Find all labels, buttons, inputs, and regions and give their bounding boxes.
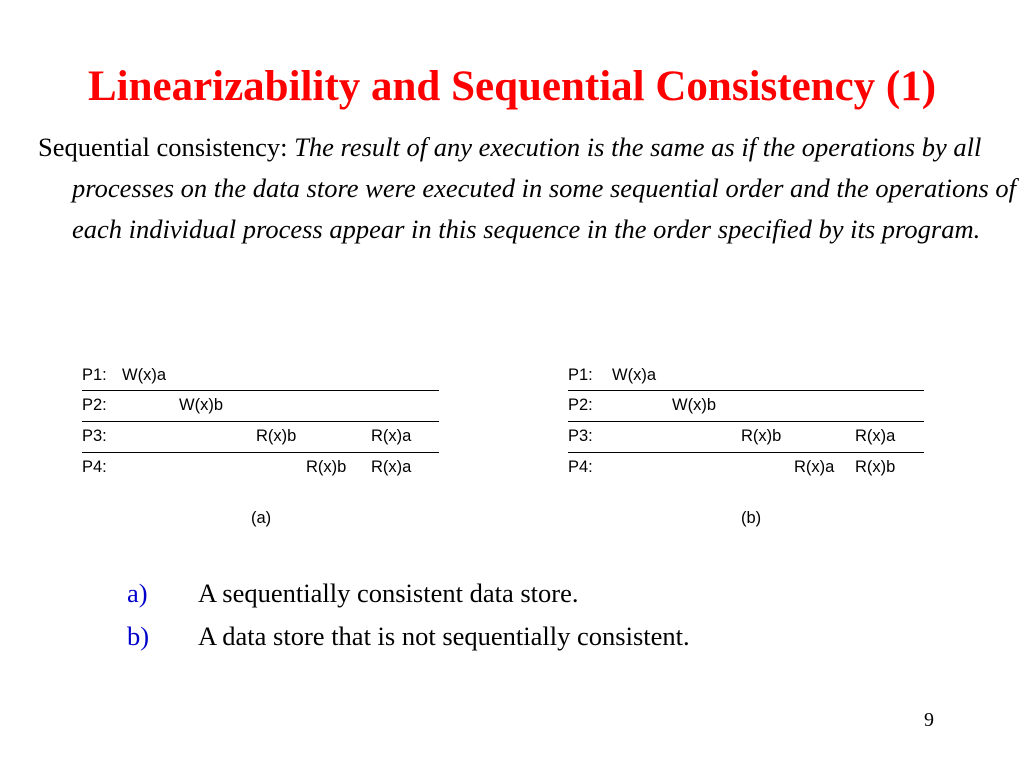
process-label: P3:	[568, 427, 593, 445]
operation: W(x)a	[612, 366, 656, 384]
list-marker: b)	[127, 621, 150, 651]
process-label: P3:	[82, 427, 107, 445]
operation: R(x)b	[256, 427, 297, 445]
operation: R(x)a	[371, 458, 412, 476]
diagram-caption: (a)	[251, 509, 272, 527]
list-item-b	[127, 623, 887, 655]
definition-paragraph	[38, 127, 1022, 250]
definition-body: The result of any execution is the same as if the operations by all processes on the data store were executed in some sequential order and the operations of each individual process appear in this sequence in the order specified by its program.	[72, 132, 1017, 244]
list-text: A sequentially consistent data store.	[198, 578, 579, 608]
process-label: P4:	[82, 458, 107, 476]
process-label: P4:	[568, 458, 593, 476]
page-number: 9	[924, 709, 934, 731]
process-row-p4	[82, 451, 439, 483]
diagram-b	[568, 358, 924, 538]
operation: R(x)b	[741, 427, 782, 445]
operation: R(x)a	[794, 458, 835, 476]
process-label: P1:	[82, 366, 107, 384]
list-marker: a)	[127, 578, 148, 608]
operation: W(x)a	[122, 366, 166, 384]
process-row-p3	[82, 420, 439, 453]
process-row-p4	[568, 451, 924, 483]
process-row-p1	[82, 358, 439, 391]
operation: W(x)b	[672, 396, 716, 414]
slide-title: Linearizability and Sequential Consistency (1)	[87, 62, 937, 110]
process-row-p1	[568, 358, 924, 391]
list-text: A data store that is not sequentially consistent.	[198, 621, 690, 651]
diagram-caption: (b)	[741, 509, 762, 527]
operation: R(x)b	[306, 458, 347, 476]
process-label: P2:	[568, 396, 593, 414]
operation: R(x)a	[855, 427, 896, 445]
process-row-p2	[568, 389, 924, 422]
operation: W(x)b	[179, 396, 223, 414]
operation: R(x)b	[855, 458, 896, 476]
process-row-p3	[568, 420, 924, 453]
list-item-a	[127, 580, 887, 612]
diagram-a	[82, 358, 439, 538]
process-label: P1:	[568, 366, 593, 384]
definition-term: Sequential consistency:	[38, 132, 295, 162]
operation: R(x)a	[371, 427, 412, 445]
process-row-p2	[82, 389, 439, 422]
process-label: P2:	[82, 396, 107, 414]
